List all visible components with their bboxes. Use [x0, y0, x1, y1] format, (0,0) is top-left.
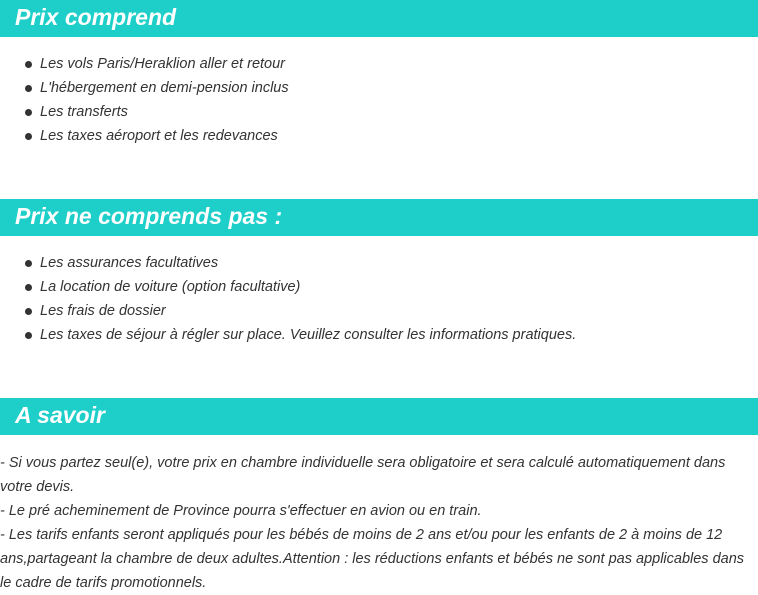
bullet-icon — [25, 284, 32, 291]
list-item — [0, 124, 289, 148]
section-header-excluded — [0, 199, 758, 236]
list-item — [0, 100, 289, 124]
bullet-icon — [25, 85, 32, 92]
section-title-info: A savoir — [15, 402, 105, 428]
info-note: - Le pré acheminement de Province pourra s'effectuer en avion ou en train. — [0, 503, 482, 519]
section-header-info — [0, 398, 758, 435]
bullet-icon — [25, 61, 32, 68]
list-item-text: Les frais de dossier — [40, 303, 166, 319]
list-item — [0, 251, 576, 275]
list-item-text: Les taxes aéroport et les redevances — [40, 128, 278, 144]
list-item-text: L'hébergement en demi-pension inclus — [40, 80, 289, 96]
bullet-icon — [25, 109, 32, 116]
list-item-text: Les assurances facultatives — [40, 255, 219, 271]
section-title-excluded: Prix ne comprends pas : — [15, 203, 283, 229]
info-note: - Si vous partez seul(e), votre prix en chambre individuelle sera obligatoire et sera calculé automatiquement dans votre devis. — [0, 455, 726, 495]
section-header-included — [0, 0, 758, 37]
section-title-included: Prix comprend — [15, 4, 177, 30]
bullet-icon — [25, 308, 32, 315]
list-item — [0, 76, 289, 100]
list-item — [0, 299, 576, 323]
list-item-text: Les taxes de séjour à régler sur place. Veuillez consulter les informations pratiques. — [40, 327, 577, 343]
list-item — [0, 323, 576, 347]
list-item — [0, 52, 289, 76]
excluded-list — [0, 251, 576, 347]
list-item-text: Les transferts — [40, 104, 128, 120]
bullet-icon — [25, 133, 32, 140]
list-item — [0, 275, 576, 299]
list-item-text: La location de voiture (option facultative) — [40, 279, 301, 295]
included-list — [0, 52, 289, 148]
bullet-icon — [25, 332, 32, 339]
list-item-text: Les vols Paris/Heraklion aller et retour — [40, 56, 285, 72]
info-notes — [0, 451, 756, 595]
info-note: - Les tarifs enfants seront appliqués pour les bébés de moins de 2 ans et/ou pour les enfants de 2 à moins de 12 ans,partageant la chambre de deux adultes.Attention : les réductions enfants et bébés ne sont pas applicables dans le cadre de tarifs promotionnels. — [0, 527, 745, 591]
bullet-icon — [25, 260, 32, 267]
